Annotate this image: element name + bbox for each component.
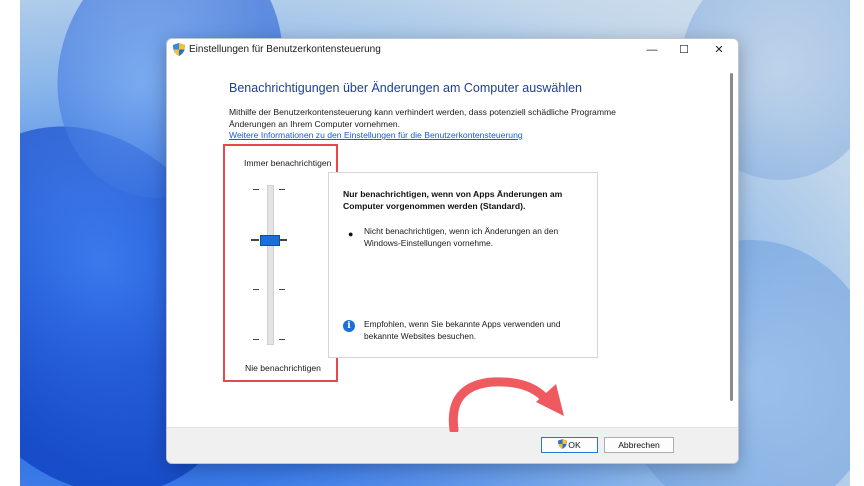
level-description-panel (328, 172, 598, 358)
bullet-icon: ● (348, 229, 354, 239)
maximize-button[interactable]: ☐ (679, 44, 689, 56)
curved-arrow-icon (440, 372, 570, 432)
always-notify-label: Immer benachrichtigen (244, 158, 332, 168)
uac-shield-icon (173, 43, 185, 56)
slider-highlight-box (223, 144, 338, 382)
window-title: Einstellungen für Benutzerkontensteuerung (189, 44, 381, 55)
page-heading: Benachrichtigungen über Änderungen am Computer auswählen (229, 81, 583, 95)
info-icon: i (343, 320, 355, 332)
title-bar[interactable] (167, 39, 738, 61)
more-info-link[interactable]: Weitere Informationen zu den Einstellungen für die Benutzerkontensteuerung (229, 130, 523, 140)
close-button[interactable]: ✕ (714, 44, 724, 56)
minimize-button[interactable]: — (646, 44, 658, 56)
dialog-footer (167, 427, 738, 464)
ok-button[interactable] (541, 437, 598, 453)
ok-label: OK (568, 440, 581, 450)
level-title: Nur benachrichtigen, wenn von Apps Änderungen am Computer vorgenommen werden (Standard). (343, 189, 563, 211)
uac-shield-icon (558, 439, 567, 449)
level-bullet-text: Nicht benachrichtigen, wenn ich Änderungen an den Windows-Einstellungen vornehme. (364, 226, 559, 248)
never-notify-label: Nie benachrichtigen (245, 363, 321, 373)
scrollbar[interactable] (730, 73, 733, 401)
recommendation-text: Empfohlen, wenn Sie bekannte Apps verwenden und bekannte Websites besuchen. (364, 319, 561, 341)
description-text: Mithilfe der Benutzerkontensteuerung kann verhindert werden, dass potenziell schädliche Programme Änderungen an Ihrem Computer vornehmen. (229, 107, 616, 129)
cancel-button[interactable]: Abbrechen (604, 437, 674, 453)
